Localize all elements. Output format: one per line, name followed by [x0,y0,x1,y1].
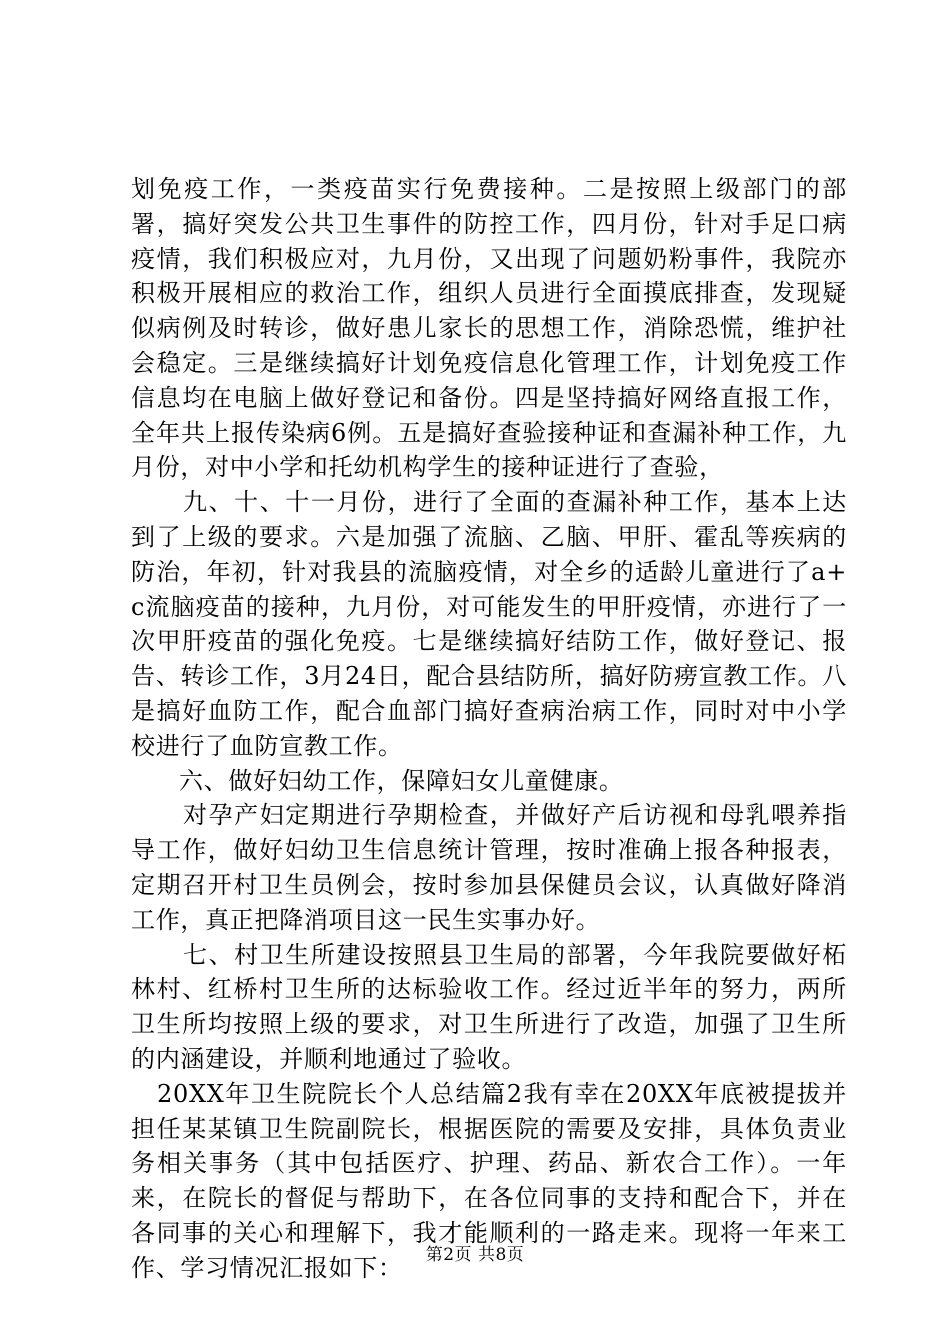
paragraph-disease-control: 九、十、十一月份，进行了全面的查漏补种工作，基本上达到了上级的要求。六是加强了流脑、乙脑、甲肝、霍乱等疾病的防治，年初，针对我县的流脑疫情，对全乡的适龄儿童进行了a+c流脑疫苗的接种，九月份，对可能发生的甲肝疫情，亦进行了一次甲肝疫苗的强化免疫。七是继续搞好结防工作，做好登记、报告、转诊工作，3月24日，配合县结防所，搞好防痨宣教工作。八是搞好血防工作，配合血部门搞好查病治病工作，同时对中小学校进行了血防宣教工作。 [131,488,847,760]
section-heading-maternal-child: 六、做好妇幼工作，保障妇女儿童健康。 [179,766,624,795]
paragraph-summary-part2: 20XX年卫生院院长个人总结篇2我有幸在20XX年底被提拔并担任某某镇卫生院副院长，根据医院的需要及安排，具体负责业务相关事务（其中包括医疗、护理、药品、新农合工作）。一年来，在院长的督促与帮助下，在各位同事的支持和配合下，并在各同事的关心和理解下，我才能顺利的一路走来。现将一年来工作、学习情况汇报如下： [131,1079,847,1282]
paragraph-village-clinics: 七、村卫生所建设按照县卫生局的部署，今年我院要做好柘林村、红桥村卫生所的达标验收工作。经过近半年的努力，两所卫生所均按照上级的要求，对卫生所进行了改造，加强了卫生所的内涵建设，并顺利地通过了验收。 [131,940,847,1073]
paragraph-immunization: 划免疫工作，一类疫苗实行免费接种。二是按照上级部门的部署，搞好突发公共卫生事件的防控工作，四月份，针对手足口病疫情，我们积极应对，九月份，又出现了问题奶粉事件，我院亦积极开展相应的救治工作，组织人员进行全面摸底排查，发现疑似病例及时转诊，做好患儿家长的思想工作，消除恐慌，维护社会稳定。三是继续搞好计划免疫信息化管理工作，计划免疫工作信息均在电脑上做好登记和备份。四是坚持搞好网络直报工作，全年共上报传染病6例。五是搞好查验接种证和查漏补种工作，九月份，对中小学和托幼机构学生的接种证进行了查验， [131,175,847,482]
document-body [131,172,847,1286]
page-footer: 第2页 共8页 [425,1245,525,1265]
paragraph-maternal-child: 对孕产妇定期进行孕期检查，并做好产后访视和母乳喂养指导工作，做好妇幼卫生信息统计管理，按时准确上报各种报表，定期召开村卫生员例会，按时参加县保健员会议，认真做好降消工作，真正把降消项目这一民生实事办好。 [131,801,847,934]
